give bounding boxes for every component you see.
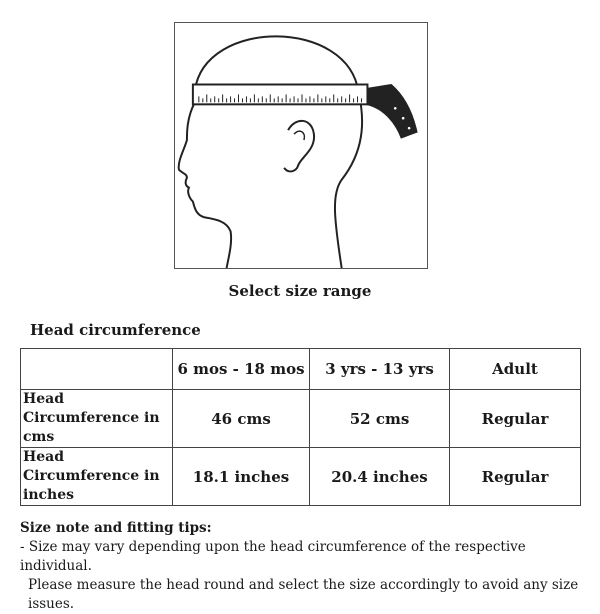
table-cell: Regular (450, 448, 581, 506)
caption: Select size range (228, 282, 372, 300)
table-cell: 18.1 inches (173, 448, 310, 506)
header-cell (21, 349, 173, 390)
section-title: Head circumference (30, 321, 201, 339)
header-cell: Adult (450, 349, 581, 390)
size-table (20, 348, 581, 506)
table-header-row (21, 349, 581, 390)
note-line: Please measure the head round and select the size accordingly to avoid any size issues. (28, 577, 579, 612)
table-cell: Regular (450, 390, 581, 448)
table-row (21, 390, 581, 448)
header-cell: 6 mos - 18 mos (173, 349, 310, 390)
head-measurement-illustration (174, 22, 428, 269)
table-cell: 46 cms (173, 390, 310, 448)
table-cell: 52 cms (310, 390, 450, 448)
table-row (21, 448, 581, 506)
row-label: Head Circumference in inches (21, 448, 173, 506)
note-line: - Size may vary depending upon the head circumference of the respective individual. (20, 539, 526, 574)
row-label: Head Circumference in cms (21, 390, 173, 448)
header-cell: 3 yrs - 13 yrs (310, 349, 450, 390)
table-cell: 20.4 inches (310, 448, 450, 506)
notes-title: Size note and fitting tips: (20, 520, 212, 536)
